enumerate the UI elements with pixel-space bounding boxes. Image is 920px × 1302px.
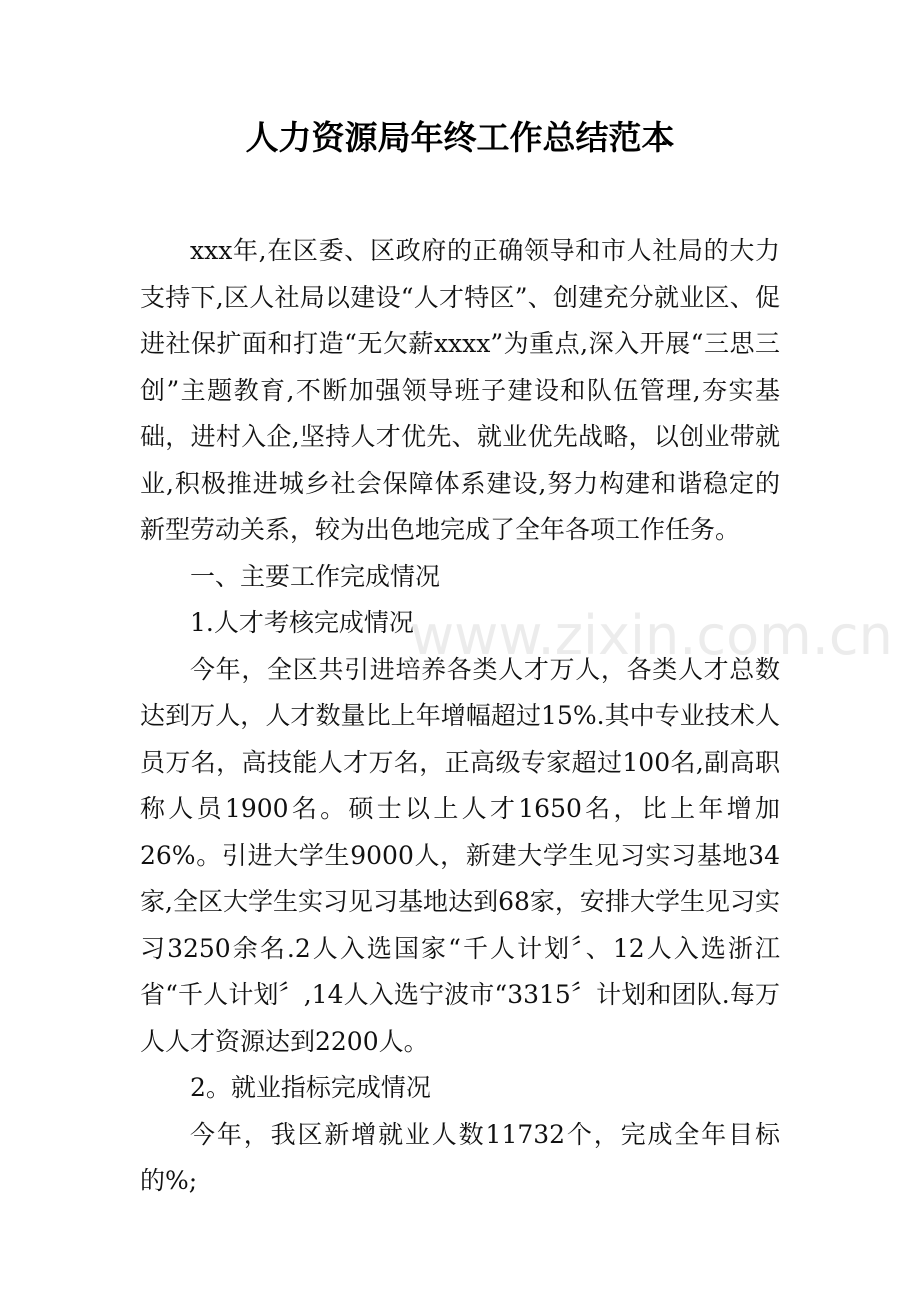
document-title: 人力资源局年终工作总结范本 [245,118,675,157]
watermark-text: www.zixin.com.cn [410,604,893,667]
subsection-heading-talent: 1.人才考核完成情况 [190,608,414,637]
document-body [140,228,780,1205]
employment-paragraph: 今年，我区新增就业人数11732个，完成全年目标的%; [140,1119,780,1195]
talent-paragraph: 今年，全区共引进培养各类人才万人，各类人才总数达到万人，人才数量比上年增幅超过15%.其中专业技术人员万名，高技能人才万名，正高级专家超过100名,副高职称人员1900名。硕士以上人才1650名，比上年增加26%。引进大学生9000人，新建大学生见习实习基地34家,全区大学生实习见习基地达到68家，安排大学生见习实习3250余名.2人入选国家“千人计划〞、12人入选浙江省“千人计划〞,14人入选宁波市“3315〞计划和团队.每万人人才资源达到2200人。 [140,654,780,1056]
section-heading-main-work: 一、主要工作完成情况 [190,561,441,591]
intro-paragraph: xxx年,在区委、区政府的正确领导和市人社局的大力支持下,区人社局以建设“人才特区”、创建充分就业区、促进社保扩面和打造“无欠薪xxxx”为重点,深入开展“三思三创”主题教育,不断加强领导班子建设和队伍管理,夯实基础，进村入企,坚持人才优先、就业优先战略，以创业带就业,积极推进城乡社会保障体系建设,努力构建和谐稳定的新型劳动关系，较为出色地完成了全年各项工作任务。 [140,236,780,544]
subsection-heading-employment: 2。就业指标完成情况 [190,1073,431,1102]
